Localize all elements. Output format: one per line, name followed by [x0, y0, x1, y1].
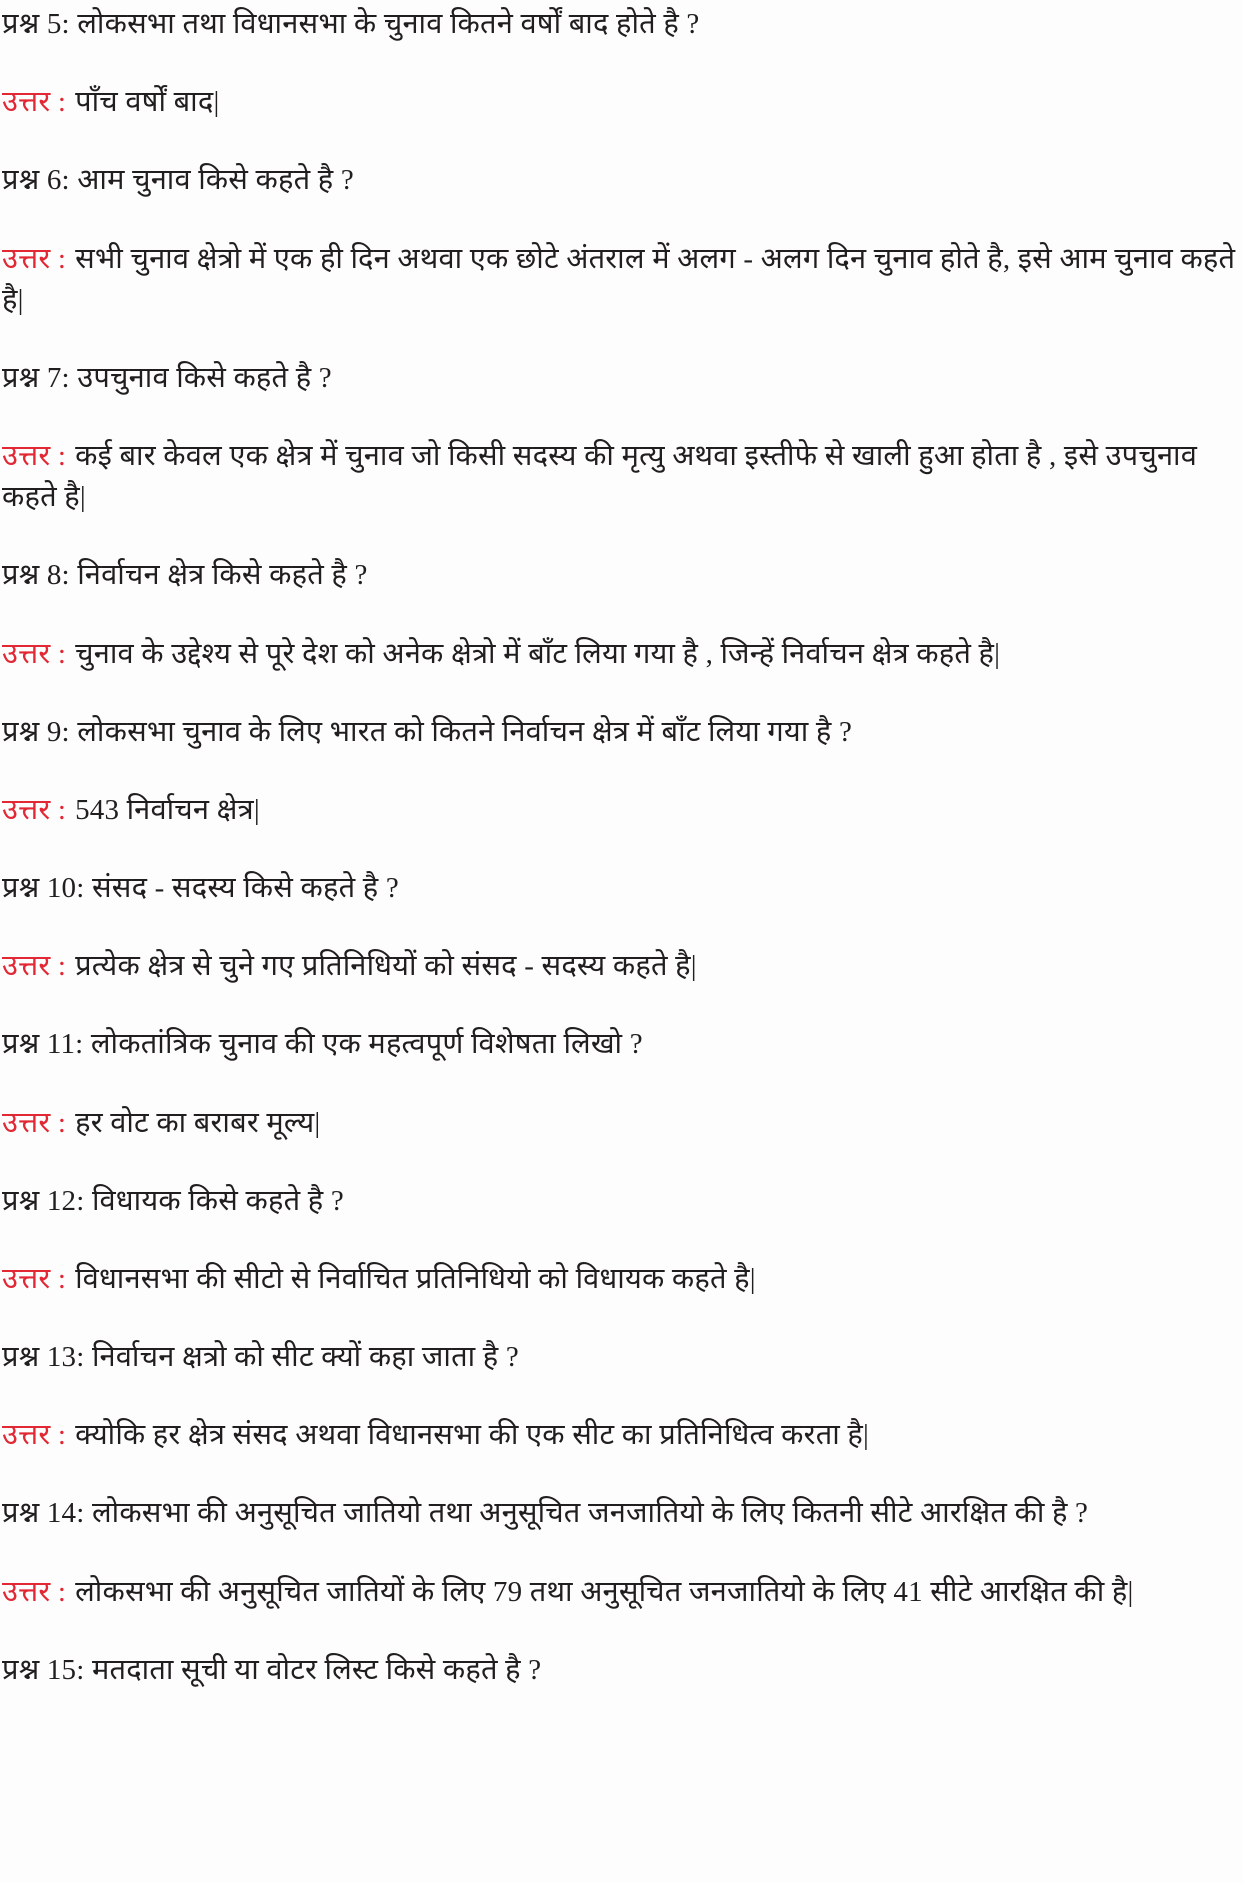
answer-label: उत्तर :	[2, 1575, 67, 1608]
question-text: प्रश्न 7: उपचुनाव किसे कहते है ?	[2, 361, 332, 394]
question-text: प्रश्न 15: मतदाता सूची या वोटर लिस्ट किसे कहते है ?	[2, 1653, 542, 1686]
answer-paragraph	[2, 634, 1237, 675]
answer-label: उत्तर :	[2, 950, 67, 983]
answer-text: क्योकि हर क्षेत्र संसद अथवा विधानसभा की एक सीट का प्रतिनिधित्व करता है|	[75, 1419, 869, 1452]
question-paragraph	[2, 555, 1237, 596]
answer-text: प्रत्येक क्षेत्र से चुने गए प्रतिनिधियों को संसद - सदस्य कहते है|	[75, 950, 697, 983]
answer-text: 543 निर्वाचन क्षेत्र|	[75, 793, 260, 826]
qa-document	[2, 4, 1237, 1691]
answer-text: चुनाव के उद्देश्य से पूरे देश को अनेक क्षेत्रो में बाँट लिया गया है , जिन्हें निर्वाचन क्षेत्र कहते है|	[75, 637, 1001, 670]
answer-text: हर वोट का बराबर मूल्य|	[75, 1106, 321, 1139]
question-paragraph	[2, 160, 1237, 201]
question-paragraph	[2, 358, 1237, 399]
answer-text: विधानसभा की सीटो से निर्वाचित प्रतिनिधियो को विधायक कहते है|	[75, 1262, 756, 1295]
answer-paragraph	[2, 1415, 1237, 1456]
question-paragraph	[2, 712, 1237, 753]
answer-text: पाँच वर्षों बाद|	[75, 86, 220, 119]
answer-text: लोकसभा की अनुसूचित जातियों के लिए 79 तथा अनुसूचित जनजातियो के लिए 41 सीटे आरक्षित की है|	[75, 1575, 1134, 1608]
answer-paragraph	[2, 1103, 1237, 1144]
answer-label: उत्तर :	[2, 242, 67, 275]
answer-label: उत्तर :	[2, 1106, 67, 1139]
question-paragraph	[2, 1181, 1237, 1222]
question-text: प्रश्न 5: लोकसभा तथा विधानसभा के चुनाव कितने वर्षों बाद होते है ?	[2, 8, 700, 40]
answer-paragraph	[2, 790, 1237, 831]
answer-label: उत्तर :	[2, 86, 67, 119]
question-text: प्रश्न 13: निर्वाचन क्षत्रो को सीट क्यों कहा जाता है ?	[2, 1341, 519, 1374]
question-paragraph	[2, 1337, 1237, 1378]
question-text: प्रश्न 14: लोकसभा की अनुसूचित जातियो तथा अनुसूचित जनजातियो के लिए कितनी सीटे आरक्षित की है ?	[2, 1497, 1089, 1530]
answer-paragraph	[2, 239, 1237, 321]
answer-paragraph	[2, 1259, 1237, 1300]
answer-paragraph	[2, 82, 1237, 123]
question-paragraph	[2, 868, 1237, 909]
answer-text: सभी चुनाव क्षेत्रो में एक ही दिन अथवा एक छोटे अंतराल में अलग - अलग दिन चुनाव होते है, इसे आम चुनाव कहते है|	[2, 242, 1236, 316]
question-paragraph	[2, 4, 1237, 45]
answer-label: उत्तर :	[2, 440, 67, 473]
answer-paragraph	[2, 436, 1237, 518]
question-paragraph	[2, 1024, 1237, 1065]
answer-text: कई बार केवल एक क्षेत्र में चुनाव जो किसी सदस्य की मृत्यु अथवा इस्तीफे से खाली हुआ होता है , इसे उपचुनाव कहते है|	[2, 440, 1198, 514]
answer-label: उत्तर :	[2, 1419, 67, 1452]
question-paragraph	[2, 1493, 1237, 1534]
question-paragraph	[2, 1650, 1237, 1691]
question-text: प्रश्न 9: लोकसभा चुनाव के लिए भारत को कितने निर्वाचन क्षेत्र में बाँट लिया गया है ?	[2, 715, 853, 748]
answer-label: उत्तर :	[2, 1262, 67, 1295]
question-text: प्रश्न 10: संसद - सदस्य किसे कहते है ?	[2, 872, 399, 905]
question-text: प्रश्न 11: लोकतांत्रिक चुनाव की एक महत्वपूर्ण विशेषता लिखो ?	[2, 1028, 643, 1061]
question-text: प्रश्न 6: आम चुनाव किसे कहते है ?	[2, 164, 354, 197]
answer-label: उत्तर :	[2, 793, 67, 826]
question-text: प्रश्न 8: निर्वाचन क्षेत्र किसे कहते है ?	[2, 559, 368, 592]
answer-paragraph	[2, 1572, 1237, 1613]
question-text: प्रश्न 12: विधायक किसे कहते है ?	[2, 1184, 344, 1217]
answer-label: उत्तर :	[2, 637, 67, 670]
answer-paragraph	[2, 946, 1237, 987]
